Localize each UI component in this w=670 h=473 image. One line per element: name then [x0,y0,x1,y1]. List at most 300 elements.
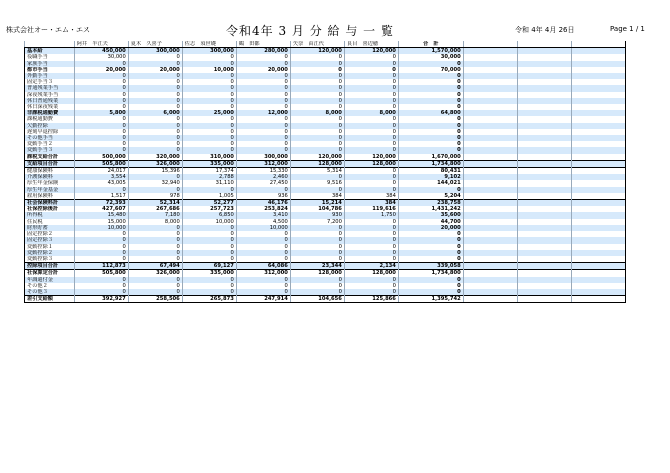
value-cell: 0 [128,141,182,147]
value-cell: 0 [236,141,290,147]
value-cell: 0 [290,225,344,231]
value-cell: 0 [128,283,182,289]
value-cell [463,289,517,296]
value-cell: 0 [236,147,290,153]
value-cell: 32,940 [128,180,182,186]
value-cell: 384 [290,193,344,200]
value-cell: 0 [128,244,182,250]
value-cell: 0 [236,256,290,263]
value-cell: 0 [344,129,398,135]
total-cell: 0 [398,85,463,91]
value-cell: 0 [128,174,182,180]
value-cell: 0 [290,92,344,98]
value-cell: 0 [290,104,344,110]
total-cell: 0 [398,187,463,193]
row-label: 非課税通勤費 [25,110,75,116]
row-label: 深夜残業手当 [25,92,75,98]
total-cell: 0 [398,256,463,263]
value-cell: 253,824 [236,206,290,212]
value-cell: 0 [128,225,182,231]
value-cell: 0 [290,244,344,250]
value-cell: 0 [344,250,398,256]
value-cell: 2,134 [344,263,398,270]
value-cell: 0 [344,283,398,289]
value-cell: 27,450 [236,180,290,186]
table-row [25,256,626,263]
value-cell: 0 [344,231,398,237]
value-cell [517,289,571,296]
company-name: 株式会社オー・エム・エス [6,26,90,34]
value-cell: 0 [182,135,236,141]
total-cell: 1,734,800 [398,160,463,167]
value-cell: 0 [182,256,236,263]
value-cell: 30,000 [74,54,128,60]
row-label: 社保控除後計 [25,206,75,212]
table-row [25,193,626,200]
value-cell: 0 [182,98,236,104]
total-cell: 0 [398,98,463,104]
value-cell: 0 [290,289,344,296]
value-cell: 0 [290,129,344,135]
value-cell: 0 [128,256,182,263]
value-cell: 2,460 [236,174,290,180]
table-row [25,160,626,167]
value-cell: 64,086 [236,263,290,270]
value-cell: 0 [128,85,182,91]
value-cell: 0 [290,141,344,147]
value-cell: 0 [344,61,398,67]
row-label: 普通残業手当 [25,85,75,91]
value-cell: 0 [290,250,344,256]
value-cell: 930 [290,212,344,218]
employee-name: 夏木 久喜子 [128,41,182,48]
total-cell: 238,758 [398,200,463,207]
value-cell: 52,314 [128,200,182,207]
value-cell: 247,914 [236,296,290,303]
value-cell [571,48,625,55]
row-label: 都市手当 [25,67,75,73]
value-cell: 52,277 [182,200,236,207]
value-cell: 20,000 [236,67,290,73]
value-cell: 0 [74,250,128,256]
value-cell [463,160,517,167]
page-title: 令和4年 3 月 分 給 与 一 覧 [226,24,394,38]
value-cell: 0 [128,135,182,141]
value-cell: 0 [74,85,128,91]
value-cell: 0 [182,250,236,256]
value-cell: 0 [236,244,290,250]
row-label: 厚生年金保険 [25,180,75,186]
value-cell: 0 [74,129,128,135]
value-cell [517,263,571,270]
value-cell: 119,616 [344,206,398,212]
value-cell: 125,866 [344,296,398,303]
value-cell: 0 [290,147,344,153]
row-label: 家族手当 [25,61,75,67]
value-cell [463,48,517,55]
value-cell [571,160,625,167]
value-cell: 0 [182,237,236,243]
row-label: 所得税 [25,212,75,218]
value-cell: 0 [344,256,398,263]
total-cell: 1,395,742 [398,296,463,303]
value-cell: 0 [344,225,398,231]
value-cell: 0 [128,61,182,67]
employee-name: 鶴 田都 [236,41,290,48]
value-cell: 6,850 [182,212,236,218]
value-cell: 15,214 [290,200,344,207]
table-row [25,154,626,161]
value-cell: 258,506 [128,296,182,303]
value-cell: 0 [236,277,290,283]
value-cell: 6,000 [128,110,182,116]
value-cell [463,270,517,277]
value-cell: 978 [128,193,182,200]
total-cell: 0 [398,237,463,243]
value-cell: 0 [128,54,182,60]
total-cell: 0 [398,73,463,79]
total-cell: 0 [398,104,463,110]
total-cell: 0 [398,244,463,250]
employee-name: 佐志 須世礎 [182,41,236,48]
value-cell: 326,000 [128,270,182,277]
value-cell: 0 [290,237,344,243]
total-cell: 1,431,242 [398,206,463,212]
value-cell: 0 [182,61,236,67]
value-cell: 0 [344,237,398,243]
value-cell: 0 [74,123,128,129]
value-cell: 0 [182,104,236,110]
row-label: 固定手当３ [25,79,75,85]
row-label: 外勤手当 [25,73,75,79]
value-cell: 257,723 [182,206,236,212]
row-label: 変動控除３ [25,256,75,263]
value-cell: 0 [344,187,398,193]
value-cell: 46,176 [236,200,290,207]
value-cell: 43,005 [74,180,128,186]
value-cell: 0 [128,92,182,98]
row-label: 固定控除３ [25,237,75,243]
value-cell: 10,000 [182,219,236,225]
page-number: Page 1 / 1 [610,25,645,33]
value-cell: 0 [128,123,182,129]
value-cell: 0 [344,277,398,283]
total-cell: 0 [398,141,463,147]
payroll-table [24,41,626,303]
value-cell: 128,000 [344,160,398,167]
value-cell: 505,800 [74,270,128,277]
value-cell: 936 [236,193,290,200]
total-cell: 144,021 [398,180,463,186]
value-cell: 0 [236,283,290,289]
value-cell: 0 [74,73,128,79]
employee-name: 矢奈 由江代 [290,41,344,48]
value-cell: 0 [344,79,398,85]
value-cell: 310,000 [182,154,236,161]
value-cell: 128,000 [344,270,398,277]
value-cell: 0 [74,141,128,147]
row-label: 支給項目合計 [25,160,75,167]
value-cell: 300,000 [182,48,236,55]
value-cell: 0 [128,250,182,256]
row-label: 年調還付金 [25,277,75,283]
value-cell [463,200,517,207]
value-cell [463,168,517,175]
value-cell: 67,494 [128,263,182,270]
value-cell [571,256,625,263]
value-cell: 0 [290,116,344,122]
value-cell: 0 [182,123,236,129]
value-cell: 0 [290,277,344,283]
value-cell: 0 [74,244,128,250]
total-cell: 9,102 [398,174,463,180]
table-row [25,296,626,303]
value-cell: 0 [344,104,398,110]
value-cell: 0 [236,123,290,129]
total-cell: 0 [398,123,463,129]
value-cell: 267,686 [128,206,182,212]
total-cell: 1,734,800 [398,270,463,277]
value-cell: 0 [182,79,236,85]
total-cell: 0 [398,277,463,283]
value-cell: 69,127 [182,263,236,270]
value-cell: 0 [236,187,290,193]
table-row [25,200,626,207]
value-cell: 320,000 [128,154,182,161]
value-cell: 0 [182,54,236,60]
value-cell [571,296,625,303]
value-cell: 0 [182,283,236,289]
value-cell: 0 [182,129,236,135]
value-cell: 0 [74,237,128,243]
value-cell: 0 [344,147,398,153]
value-cell: 0 [236,129,290,135]
value-cell: 300,000 [236,154,290,161]
value-cell: 0 [290,123,344,129]
value-cell: 5,800 [74,110,128,116]
value-cell [463,193,517,200]
value-cell: 0 [182,244,236,250]
value-cell: 0 [236,85,290,91]
value-cell: 9,516 [290,180,344,186]
value-cell: 500,000 [74,154,128,161]
value-cell: 0 [128,187,182,193]
value-cell [517,256,571,263]
value-cell: 0 [182,225,236,231]
value-cell: 0 [128,79,182,85]
value-cell [571,200,625,207]
header-label-cell [25,41,75,48]
value-cell: 15,396 [128,168,182,175]
value-cell: 300,000 [128,48,182,55]
value-cell: 120,000 [290,154,344,161]
total-cell: 339,058 [398,263,463,270]
value-cell [463,256,517,263]
value-cell: 10,000 [182,67,236,73]
value-cell [517,296,571,303]
value-cell: 120,000 [344,154,398,161]
value-cell: 5,314 [290,168,344,175]
value-cell [517,160,571,167]
value-cell: 0 [74,135,128,141]
value-cell: 0 [182,116,236,122]
value-cell: 0 [128,98,182,104]
row-label: 固定控除２ [25,231,75,237]
value-cell: 3,410 [236,212,290,218]
value-cell: 265,873 [182,296,236,303]
value-cell: 505,800 [74,160,128,167]
value-cell: 0 [344,123,398,129]
value-cell: 72,393 [74,200,128,207]
row-label: 社保算定合計 [25,270,75,277]
value-cell: 392,927 [74,296,128,303]
value-cell: 0 [290,174,344,180]
row-label: 介護保険料 [25,174,75,180]
value-cell: 7,180 [128,212,182,218]
total-cell: 35,600 [398,212,463,218]
table-body [25,48,626,303]
value-cell: 335,000 [182,270,236,277]
value-cell: 0 [128,147,182,153]
value-cell: 0 [74,61,128,67]
value-cell: 0 [74,79,128,85]
value-cell: 0 [236,289,290,296]
value-cell: 0 [74,231,128,237]
value-cell: 0 [344,85,398,91]
row-label: 休日普通残業 [25,98,75,104]
value-cell: 0 [236,79,290,85]
value-cell: 0 [344,289,398,296]
total-cell: 44,700 [398,219,463,225]
value-cell [517,48,571,55]
value-cell: 0 [344,98,398,104]
value-cell: 0 [290,231,344,237]
row-label: 課税通勤費 [25,116,75,122]
value-cell: 0 [236,61,290,67]
value-cell: 128,000 [290,270,344,277]
value-cell: 0 [344,244,398,250]
value-cell: 0 [74,116,128,122]
value-cell: 0 [290,283,344,289]
total-cell: 64,800 [398,110,463,116]
value-cell: 17,374 [182,168,236,175]
value-cell [517,193,571,200]
value-cell [517,270,571,277]
value-cell: 120,000 [344,48,398,55]
value-cell: 0 [344,135,398,141]
value-cell: 0 [290,67,344,73]
value-cell: 0 [74,256,128,263]
value-cell: 0 [128,231,182,237]
row-label: 変動手当２ [25,141,75,147]
value-cell: 10,000 [74,225,128,231]
value-cell: 0 [182,147,236,153]
total-cell: 30,000 [398,54,463,60]
row-label: その他３ [25,289,75,296]
value-cell: 0 [344,54,398,60]
value-cell: 0 [290,256,344,263]
row-label: 雇用保険料 [25,193,75,200]
value-cell: 384 [344,200,398,207]
value-cell: 25,000 [182,110,236,116]
value-cell: 0 [74,277,128,283]
value-cell: 0 [236,250,290,256]
value-cell: 0 [74,98,128,104]
table-row [25,263,626,270]
row-label: 健康保険料 [25,168,75,175]
value-cell: 0 [128,104,182,110]
value-cell: 0 [182,141,236,147]
value-cell: 0 [236,73,290,79]
value-cell: 128,000 [290,160,344,167]
value-cell: 8,000 [290,110,344,116]
total-cell: 20,000 [398,225,463,231]
value-cell [463,263,517,270]
value-cell: 335,000 [182,160,236,167]
row-label: 変動控除１ [25,244,75,250]
value-cell: 0 [74,147,128,153]
value-cell: 0 [182,85,236,91]
value-cell: 0 [182,187,236,193]
value-cell [571,270,625,277]
value-cell: 0 [290,98,344,104]
value-cell: 0 [344,67,398,73]
value-cell: 312,000 [236,160,290,167]
value-cell [571,289,625,296]
value-cell: 104,786 [290,206,344,212]
total-cell: 0 [398,92,463,98]
empty-header [463,41,517,48]
value-cell [463,154,517,161]
value-cell: 20,000 [74,67,128,73]
value-cell: 15,330 [236,168,290,175]
value-cell: 0 [344,116,398,122]
value-cell: 0 [236,54,290,60]
value-cell: 0 [290,54,344,60]
value-cell: 0 [344,168,398,175]
value-cell: 450,000 [74,48,128,55]
value-cell: 280,000 [236,48,290,55]
value-cell: 0 [182,73,236,79]
value-cell: 0 [290,79,344,85]
row-label: 控除項目合計 [25,263,75,270]
row-label: 役職手当 [25,54,75,60]
row-label: 課税支給合計 [25,154,75,161]
value-cell: 0 [290,85,344,91]
empty-header [517,41,571,48]
value-cell: 0 [344,92,398,98]
value-cell: 0 [290,135,344,141]
row-label: 差引支給額 [25,296,75,303]
table-row [25,289,626,296]
row-label: 休日深夜残業 [25,104,75,110]
value-cell: 0 [290,61,344,67]
value-cell: 0 [182,92,236,98]
total-cell: 70,000 [398,67,463,73]
row-label: その他２ [25,283,75,289]
total-cell: 80,431 [398,168,463,175]
value-cell: 0 [290,187,344,193]
employee-name: 良目 喜辺穂 [344,41,398,48]
total-cell: 0 [398,231,463,237]
value-cell: 0 [128,237,182,243]
total-cell: 0 [398,129,463,135]
value-cell: 20,000 [128,67,182,73]
total-cell: 1,670,000 [398,154,463,161]
value-cell: 7,200 [290,219,344,225]
value-cell: 0 [74,289,128,296]
table-row [25,48,626,55]
